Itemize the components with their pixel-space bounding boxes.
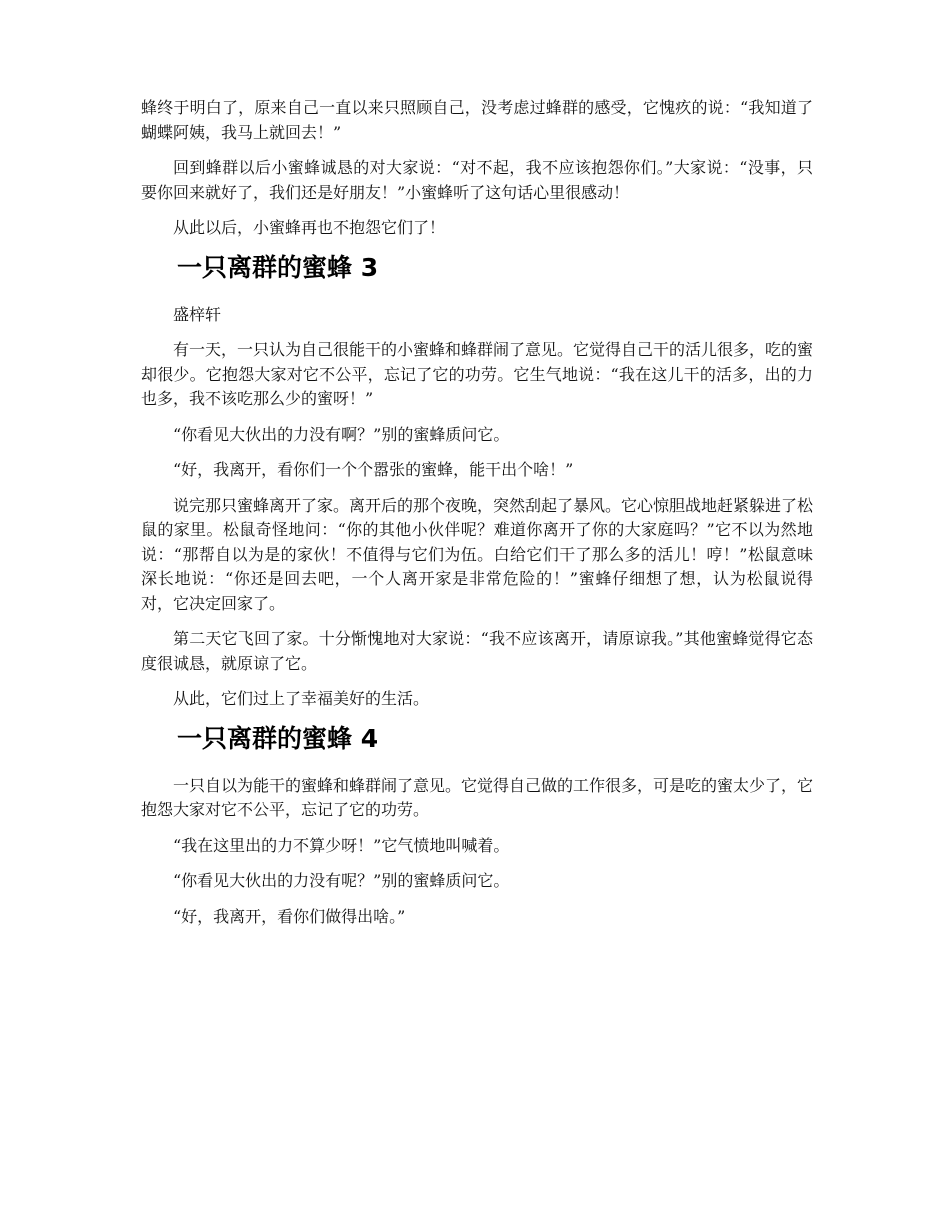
section-heading: 一只离群的蜜蜂 3 — [177, 252, 379, 282]
paragraph: “我在这里出的力不算少呀！”它气愤地叫喊着。 — [173, 835, 510, 855]
paragraph: 从此，它们过上了幸福美好的生活。 — [173, 689, 430, 708]
paragraph: “好，我离开，看你们一个个嚣张的蜜蜂，能干出个啥！” — [173, 460, 574, 479]
section-heading: 一只离群的蜜蜂 4 — [177, 723, 379, 753]
paragraph: 回到蜂群以后小蜜蜂诚恳的对大家说：“对不起，我不应该抱怨你们。”大家说：“没事，只要你回来就好了，我们还是好朋友！”小蜜蜂听了这句话心里很感动！ — [141, 158, 813, 202]
document-page — [141, 96, 813, 929]
paragraph: 第二天它飞回了家。十分惭愧地对大家说：“我不应该离开，请原谅我。”其他蜜蜂觉得它态度很诚恳，就原谅了它。 — [141, 629, 813, 673]
paragraph: “好，我离开，看你们做得出啥。” — [173, 906, 406, 926]
paragraph: “你看见大伙出的力没有啊？”别的蜜蜂质问它。 — [173, 424, 510, 444]
paragraph: 有一天，一只认为自己很能干的小蜜蜂和蜂群闹了意见。它觉得自己干的活儿很多，吃的蜜却很少。它抱怨大家对它不公平，忘记了它的功劳。它生气地说：“我在这儿干的活多，出的力也多，我不该吃那么少的蜜呀！” — [141, 340, 814, 408]
paragraph: “你看见大伙出的力没有呢？”别的蜜蜂质问它。 — [173, 871, 510, 890]
paragraph: 从此以后，小蜜蜂再也不抱怨它们了！ — [173, 218, 446, 237]
paragraph: 一只自以为能干的蜜蜂和蜂群闹了意见。它觉得自己做的工作很多，可是吃的蜜太少了，它抱怨大家对它不公平，忘记了它的功劳。 — [141, 775, 814, 819]
paragraph: 说完那只蜜蜂离开了家。离开后的那个夜晚，突然刮起了暴风。它心惊胆战地赶紧躲进了松鼠的家里。松鼠奇怪地问：“你的其他小伙伴呢？难道你离开了你的大家庭吗？”它不以为然地说：“那帮自以为是的家伙！不值得与它们为伍。白给它们干了那么多的活儿！哼！”松鼠意味深长地说：“你还是回去吧，一个人离开家是非常危险的！”蜜蜂仔细想了想，认为松鼠说得对，它决定回家了。 — [141, 495, 814, 613]
paragraph: 蜂终于明白了，原来自己一直以来只照顾自己，没考虑过蜂群的感受，它愧疚的说：“我知道了蝴蝶阿姨，我马上就回去！” — [141, 98, 813, 142]
author-line: 盛梓轩 — [173, 304, 222, 324]
